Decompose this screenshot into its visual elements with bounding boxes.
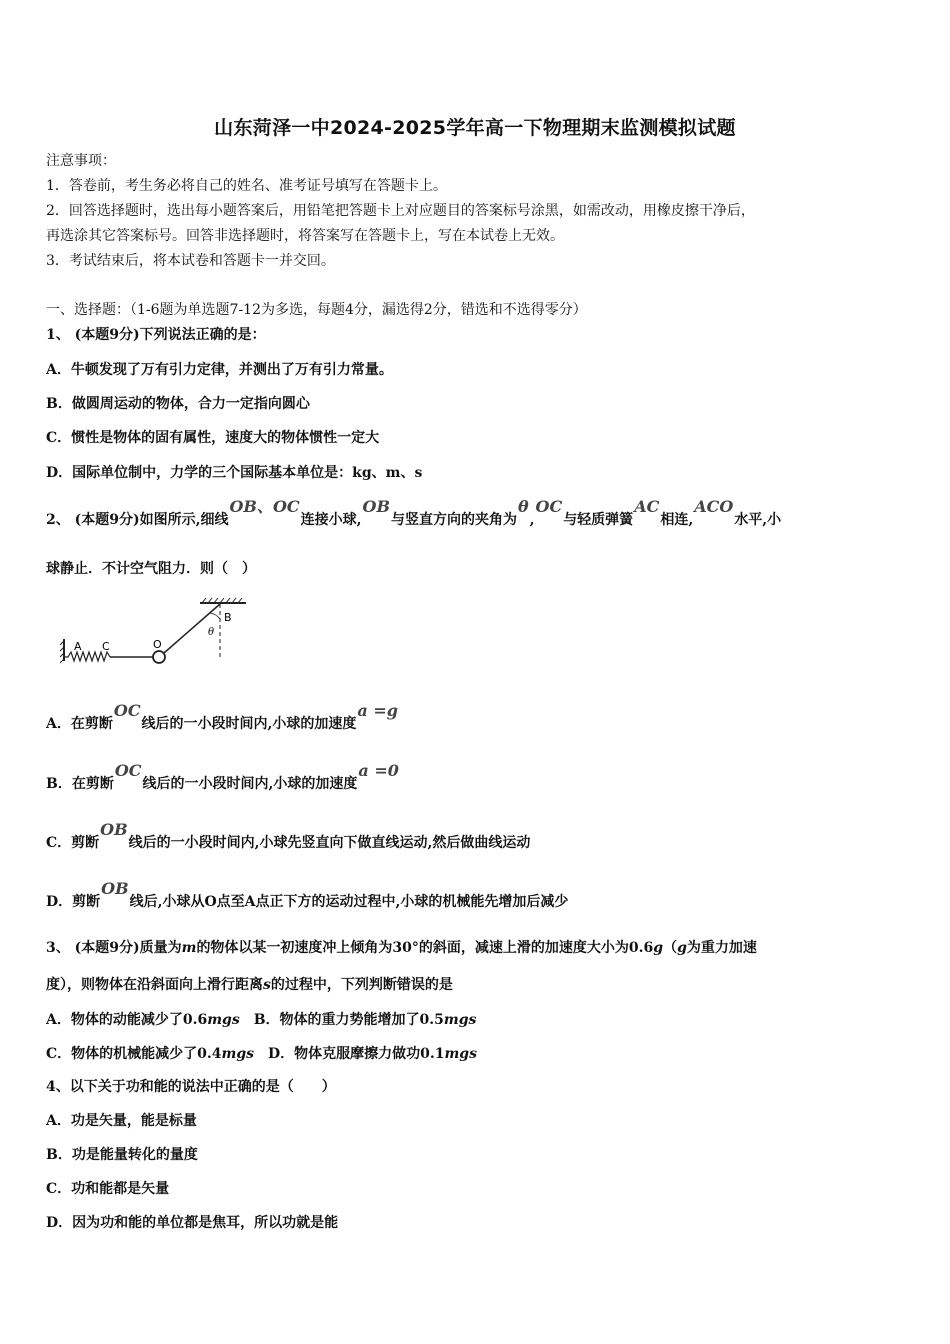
q2-text: D．剪断 (46, 894, 101, 910)
label-c: C (102, 640, 110, 653)
q2-text: 线后,小球从O点至A点正下方的运动过程中,小球的机械能先增加后减少 (129, 894, 569, 910)
question-1-stem: 1、 (本题9分)下列说法正确的是： (46, 327, 266, 343)
q3-text: 3、 (本题9分)质量为 (46, 940, 182, 956)
page-title: 山东菏泽一中2024-2025学年高一下物理期末监测模拟试题 (214, 117, 736, 139)
math-ob: OB (362, 497, 390, 516)
q3-text: A．物体的动能减少了0.6 (46, 1012, 208, 1028)
math-oc: OC (535, 497, 563, 516)
question-1-option-b: B．做圆周运动的物体，合力一定指向圆心 (46, 396, 310, 412)
notice-heading: 注意事项： (46, 153, 116, 169)
question-1-option-a: A．牛顿发现了万有引力定律，并测出了万有引力常量。 (46, 362, 393, 378)
var-g: g (653, 940, 664, 956)
var-mgs: mgs (444, 1046, 477, 1062)
math-theta: θ (517, 497, 529, 516)
question-4-option-b: B．功是能量转化的量度 (46, 1147, 198, 1163)
q2-text: 连接小球, (300, 512, 362, 528)
notice-item: 3．考试结束后，将本试卷和答题卡一并交回。 (46, 253, 335, 269)
q2-text: B．在剪断 (46, 776, 114, 792)
question-2-option-c (46, 820, 531, 852)
math-ac: AC (634, 497, 660, 516)
q2-text: 线后的一小段时间内,小球先竖直向下做直线运动,然后做曲线运动 (128, 835, 531, 851)
q2-text: 与竖直方向的夹角为 (390, 512, 517, 528)
q3-text: 的物体以某一初速度冲上倾角为30°的斜面，减速上滑的加速度大小为0.6 (196, 940, 654, 956)
question-4-option-c: C．功和能都是矢量 (46, 1181, 170, 1197)
label-b: B (224, 611, 232, 624)
question-2-option-d (46, 879, 569, 911)
q3-text: D．物体克服摩擦力做功0.1 (253, 1046, 445, 1062)
q3-text: C．物体的机械能减少了0.4 (46, 1046, 222, 1062)
math-a-eq-0: a =0 (358, 761, 399, 780)
math-ob-oc: OB、OC (229, 497, 300, 516)
math-oc: OC (113, 701, 141, 720)
label-a: A (74, 640, 82, 653)
q2-text: A．在剪断 (46, 716, 113, 732)
question-2-stem-line2: 球静止．不计空气阻力．则（ ） (46, 561, 256, 577)
q2-text: 线后的一小段时间内,小球的加速度 (141, 716, 357, 732)
q3-text: B．物体的重力势能增加了0.5 (239, 1012, 444, 1028)
math-aco: ACO (694, 497, 734, 516)
question-1-option-c: C．惯性是物体的固有属性，速度大的物体惯性一定大 (46, 430, 380, 446)
q2-text: 水平,小 (734, 512, 782, 528)
question-4-stem: 4、以下关于功和能的说法中正确的是（ ） (46, 1079, 336, 1095)
q2-text: 与轻质弹簧 (563, 512, 634, 528)
q2-text: 线后的一小段时间内,小球的加速度 (142, 776, 358, 792)
notice-item: 1．答卷前，考生务必将自己的姓名、准考证号填写在答题卡上。 (46, 178, 447, 194)
question-3-stem (46, 939, 757, 957)
question-4-option-d: D．因为功和能的单位都是焦耳，所以功就是能 (46, 1215, 339, 1231)
q2-text: , (529, 512, 535, 528)
label-theta: θ (208, 627, 215, 638)
question-1-option-d: D．国际单位制中，力学的三个国际基本单位是：kg、m、s (46, 465, 423, 481)
q2-text: 相连, (660, 512, 694, 528)
question-3-stem-line2 (46, 976, 453, 994)
math-a-eq-g: a =g (357, 701, 398, 720)
question-2-option-b (46, 761, 400, 793)
label-o: O (153, 638, 162, 651)
var-m: m (181, 940, 197, 956)
var-mgs: mgs (207, 1012, 240, 1028)
math-ob: OB (100, 820, 128, 839)
notice-item: 2．回答选择题时，选出每小题答案后，用铅笔把答题卡上对应题目的答案标号涂黑，如需改动，用橡皮擦干净后， (46, 203, 755, 219)
q2-text: 2、 (本题9分)如图所示,细线 (46, 512, 229, 528)
var-mgs: mgs (443, 1012, 477, 1028)
q3-text: （ (663, 940, 678, 956)
var-mgs: mgs (221, 1046, 254, 1062)
math-oc: OC (114, 761, 142, 780)
spring-string-diagram (60, 595, 260, 675)
math-ob: OB (101, 879, 129, 898)
var-g: g (677, 940, 687, 956)
q3-text: 的过程中，下列判断错误的是 (270, 977, 453, 993)
question-2-stem (46, 497, 782, 529)
question-2-option-a (46, 701, 399, 733)
question-3-options-cd (46, 1045, 477, 1063)
question-3-options-ab (46, 1011, 476, 1029)
notice-item: 再选涂其它答案标号。回答非选择题时，将答案写在答题卡上，写在本试卷上无效。 (46, 228, 564, 244)
q3-text: 度），则物体在沿斜面向上滑行距离 (46, 977, 263, 993)
section-heading: 一、选择题：（1-6题为单选题7-12为多选，每题4分，漏选得2分，错选和不选得零分） (46, 302, 587, 318)
question-4-option-a: A．功是矢量，能是标量 (46, 1113, 197, 1129)
q2-text: C．剪断 (46, 835, 100, 851)
var-s: s (263, 977, 271, 993)
q3-text: 为重力加速 (686, 940, 757, 956)
